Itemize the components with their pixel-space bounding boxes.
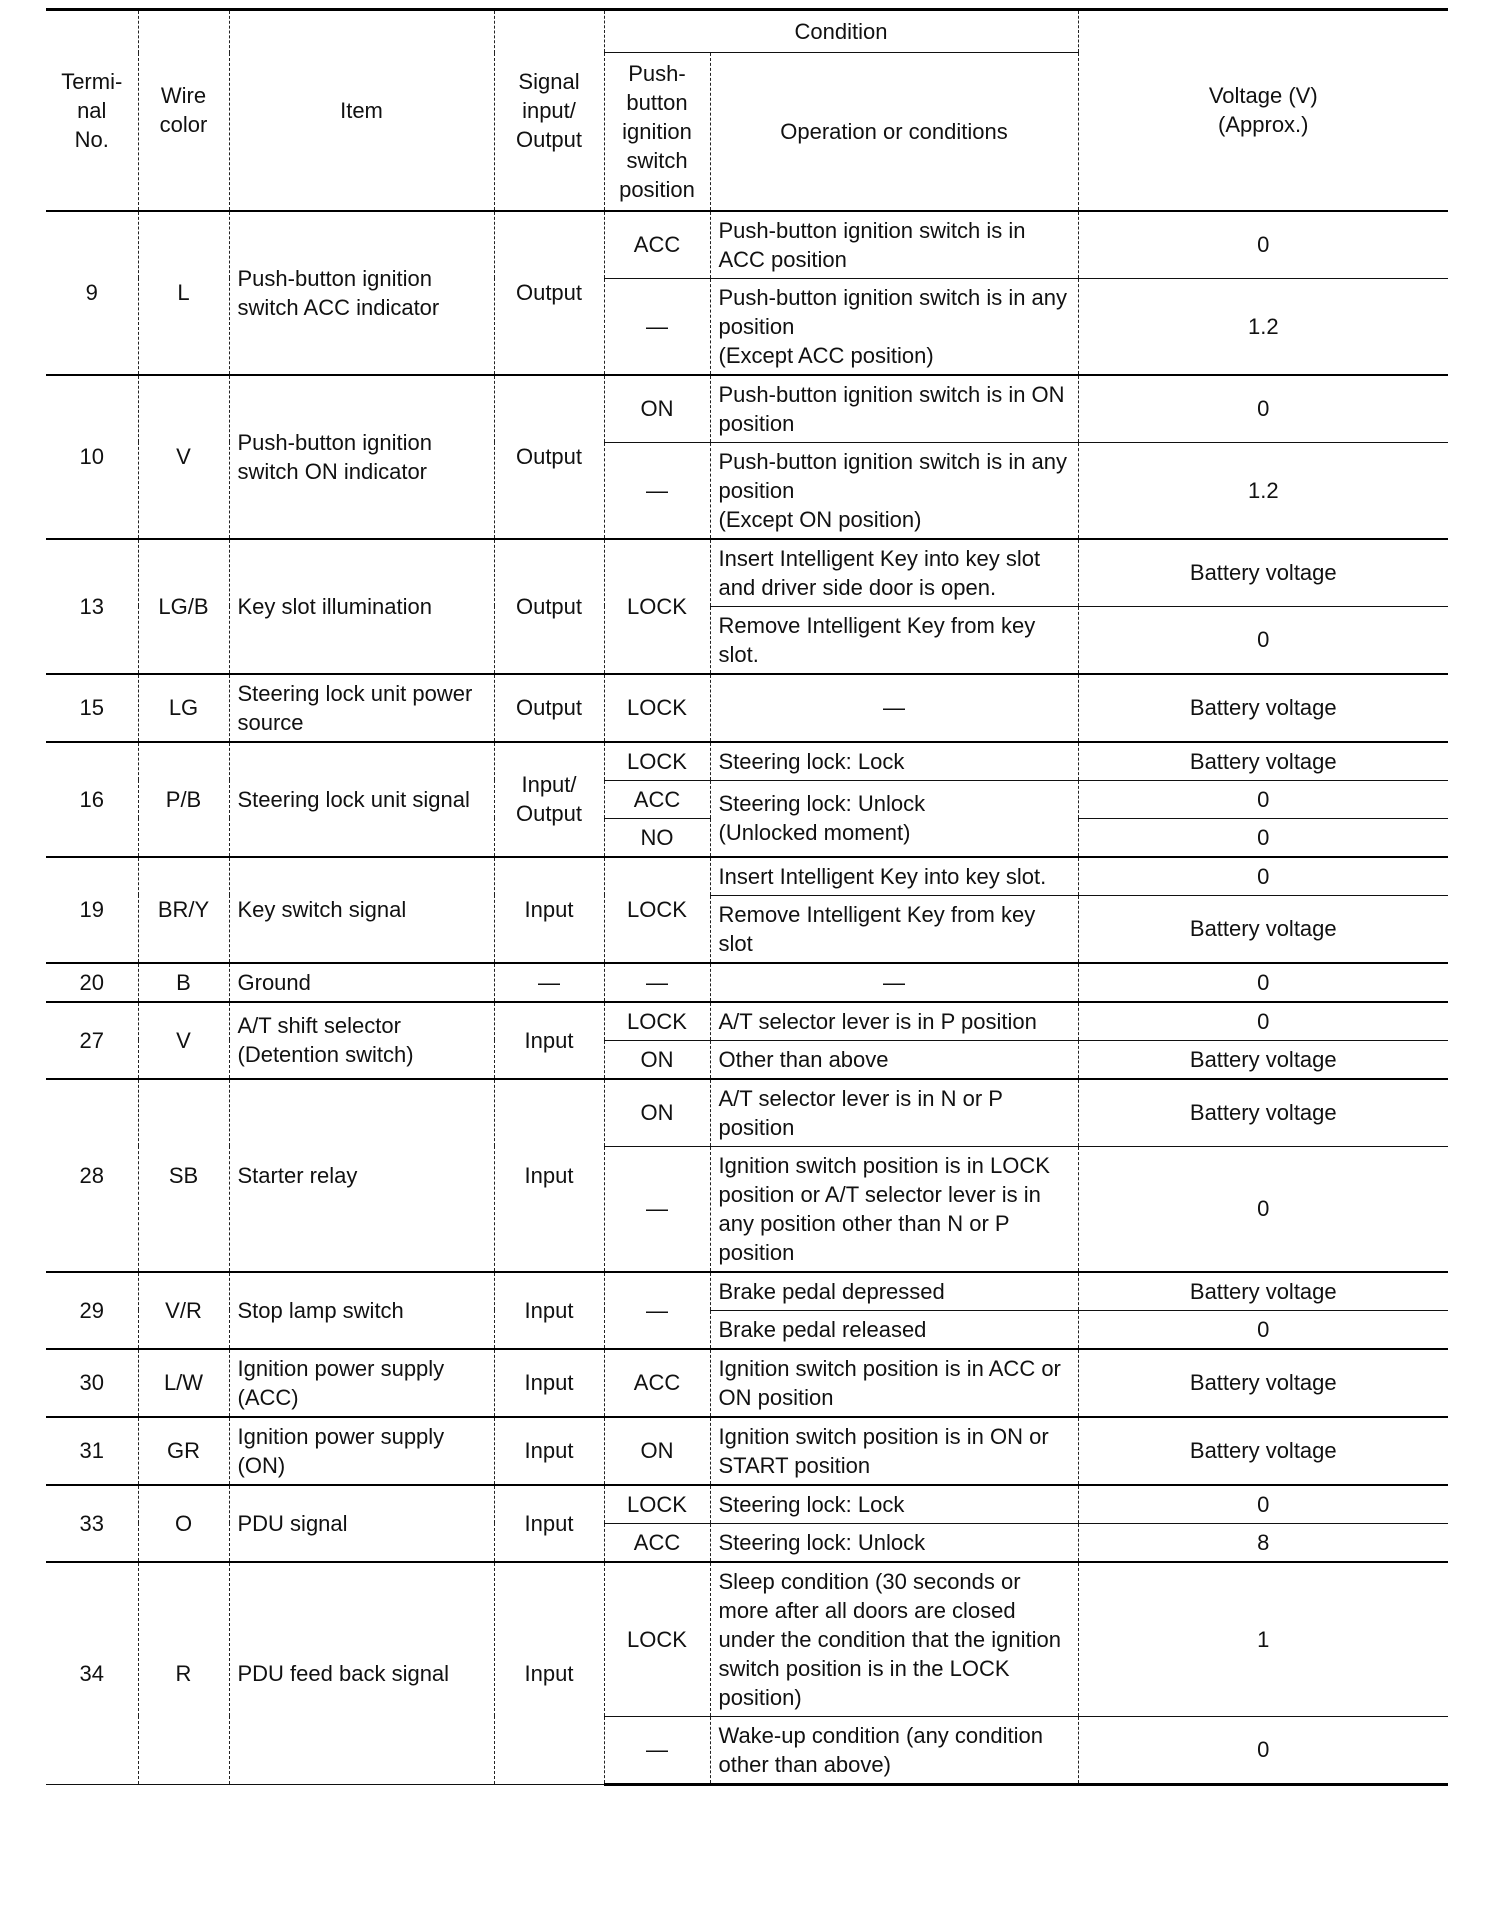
voltage-cell: Battery voltage <box>1078 674 1448 742</box>
signal-cell: Output <box>494 674 604 742</box>
switch-position-cell: ON <box>604 1417 710 1485</box>
voltage-cell: 0 <box>1078 1002 1448 1041</box>
signal-cell: Input <box>494 1485 604 1562</box>
voltage-cell: Battery voltage <box>1078 1272 1448 1311</box>
item-cell: Steering lock unit power source <box>229 674 494 742</box>
voltage-cell: 0 <box>1078 211 1448 279</box>
terminal-no-cell: 33 <box>46 1485 138 1562</box>
operation-cell: Push-button ignition switch is in ACC position <box>710 211 1078 279</box>
item-cell: Push-button ignition switch ON indicator <box>229 375 494 539</box>
signal-cell: — <box>494 963 604 1002</box>
switch-position-cell: — <box>604 278 710 375</box>
table-row <box>46 1349 1448 1417</box>
switch-position-cell: ON <box>604 375 710 443</box>
voltage-cell: 1.2 <box>1078 442 1448 539</box>
header-terminal-no: Termi- nal No. <box>46 10 138 211</box>
operation-cell: Sleep condition (30 seconds or more after all doors are closed under the condition that the ignition switch position is in the LOCK position) <box>710 1562 1078 1717</box>
terminal-no-cell: 29 <box>46 1272 138 1349</box>
switch-position-cell: ACC <box>604 1349 710 1417</box>
terminal-no-cell: 19 <box>46 857 138 963</box>
voltage-cell: 0 <box>1078 1485 1448 1524</box>
voltage-cell: 0 <box>1078 780 1448 818</box>
voltage-cell: Battery voltage <box>1078 539 1448 607</box>
operation-cell: — <box>710 963 1078 1002</box>
signal-cell: Input/ Output <box>494 742 604 857</box>
switch-position-cell: ACC <box>604 211 710 279</box>
table-row <box>46 539 1448 607</box>
header-condition: Condition <box>604 10 1078 53</box>
voltage-cell: Battery voltage <box>1078 1349 1448 1417</box>
table-row <box>46 1417 1448 1485</box>
operation-cell: Brake pedal depressed <box>710 1272 1078 1311</box>
table-body <box>46 211 1448 1785</box>
header-voltage: Voltage (V) (Approx.) <box>1078 10 1448 211</box>
voltage-cell: 0 <box>1078 963 1448 1002</box>
header-item: Item <box>229 10 494 211</box>
operation-cell: Brake pedal released <box>710 1310 1078 1349</box>
switch-position-cell: LOCK <box>604 857 710 963</box>
wire-color-cell: L <box>138 211 229 375</box>
terminal-no-cell: 13 <box>46 539 138 674</box>
terminal-no-cell: 27 <box>46 1002 138 1079</box>
switch-position-cell: LOCK <box>604 1002 710 1041</box>
item-cell: PDU feed back signal <box>229 1562 494 1785</box>
voltage-cell: 0 <box>1078 1310 1448 1349</box>
operation-cell: Remove Intelligent Key from key slot <box>710 895 1078 963</box>
wire-color-cell: B <box>138 963 229 1002</box>
terminal-no-cell: 20 <box>46 963 138 1002</box>
switch-position-cell: ACC <box>604 780 710 818</box>
table-row <box>46 1002 1448 1041</box>
terminal-no-cell: 31 <box>46 1417 138 1485</box>
table-row <box>46 375 1448 443</box>
voltage-cell: 0 <box>1078 1146 1448 1272</box>
table-row <box>46 211 1448 279</box>
wire-color-cell: SB <box>138 1079 229 1272</box>
operation-cell: Other than above <box>710 1040 1078 1079</box>
terminal-no-cell: 30 <box>46 1349 138 1417</box>
signal-cell: Input <box>494 857 604 963</box>
voltage-cell: 0 <box>1078 606 1448 674</box>
switch-position-cell: — <box>604 1146 710 1272</box>
operation-cell: Push-button ignition switch is in any position (Except ACC position) <box>710 278 1078 375</box>
operation-cell: Push-button ignition switch is in any position (Except ON position) <box>710 442 1078 539</box>
operation-cell: Insert Intelligent Key into key slot and driver side door is open. <box>710 539 1078 607</box>
table-row <box>46 1562 1448 1717</box>
switch-position-cell: LOCK <box>604 539 710 674</box>
voltage-cell: Battery voltage <box>1078 1040 1448 1079</box>
terminal-no-cell: 15 <box>46 674 138 742</box>
voltage-cell: 0 <box>1078 1716 1448 1784</box>
item-cell: Steering lock unit signal <box>229 742 494 857</box>
switch-position-cell: — <box>604 1716 710 1784</box>
switch-position-cell: ON <box>604 1079 710 1147</box>
table-row <box>46 1272 1448 1311</box>
header-switch-position: Push- button ignition switch position <box>604 53 710 211</box>
switch-position-cell: LOCK <box>604 742 710 781</box>
item-cell: Starter relay <box>229 1079 494 1272</box>
table-row <box>46 1485 1448 1524</box>
signal-cell: Output <box>494 375 604 539</box>
operation-cell: Ignition switch position is in LOCK position or A/T selector lever is in any position other than N or P position <box>710 1146 1078 1272</box>
signal-cell: Input <box>494 1562 604 1785</box>
item-cell: Stop lamp switch <box>229 1272 494 1349</box>
voltage-cell: 0 <box>1078 375 1448 443</box>
signal-cell: Output <box>494 211 604 375</box>
operation-cell: Steering lock: Lock <box>710 742 1078 781</box>
item-cell: Ignition power supply (ACC) <box>229 1349 494 1417</box>
item-cell: A/T shift selector (Detention switch) <box>229 1002 494 1079</box>
terminal-no-cell: 10 <box>46 375 138 539</box>
item-cell: PDU signal <box>229 1485 494 1562</box>
wire-color-cell: GR <box>138 1417 229 1485</box>
voltage-cell: 0 <box>1078 857 1448 896</box>
header-signal: Signal input/ Output <box>494 10 604 211</box>
voltage-cell: Battery voltage <box>1078 1417 1448 1485</box>
operation-cell: Ignition switch position is in ACC or ON position <box>710 1349 1078 1417</box>
switch-position-cell: LOCK <box>604 1562 710 1717</box>
signal-cell: Output <box>494 539 604 674</box>
operation-cell: Push-button ignition switch is in ON position <box>710 375 1078 443</box>
operation-cell: Steering lock: Lock <box>710 1485 1078 1524</box>
table-row <box>46 1079 1448 1147</box>
switch-position-cell: NO <box>604 818 710 857</box>
terminal-no-cell: 34 <box>46 1562 138 1785</box>
voltage-cell: 0 <box>1078 818 1448 857</box>
switch-position-cell: — <box>604 442 710 539</box>
switch-position-cell: LOCK <box>604 674 710 742</box>
operation-cell: Remove Intelligent Key from key slot. <box>710 606 1078 674</box>
table-row <box>46 857 1448 896</box>
voltage-cell: Battery voltage <box>1078 742 1448 781</box>
operation-cell: Wake-up condition (any condition other than above) <box>710 1716 1078 1784</box>
terminal-no-cell: 9 <box>46 211 138 375</box>
voltage-cell: Battery voltage <box>1078 895 1448 963</box>
switch-position-cell: ON <box>604 1040 710 1079</box>
table-row <box>46 963 1448 1002</box>
switch-position-cell: — <box>604 963 710 1002</box>
wire-color-cell: LG <box>138 674 229 742</box>
header-operation: Operation or conditions <box>710 53 1078 211</box>
operation-cell: Steering lock: Unlock <box>710 1523 1078 1562</box>
wire-color-cell: V <box>138 375 229 539</box>
voltage-cell: Battery voltage <box>1078 1079 1448 1147</box>
item-cell: Ground <box>229 963 494 1002</box>
wire-color-cell: O <box>138 1485 229 1562</box>
wire-color-cell: R <box>138 1562 229 1785</box>
item-cell: Key slot illumination <box>229 539 494 674</box>
header-wire-color: Wire color <box>138 10 229 211</box>
voltage-cell: 1 <box>1078 1562 1448 1717</box>
item-cell: Key switch signal <box>229 857 494 963</box>
switch-position-cell: — <box>604 1272 710 1349</box>
table-row <box>46 674 1448 742</box>
signal-cell: Input <box>494 1079 604 1272</box>
wire-color-cell: V <box>138 1002 229 1079</box>
signal-cell: Input <box>494 1417 604 1485</box>
operation-cell: Ignition switch position is in ON or START position <box>710 1417 1078 1485</box>
switch-position-cell: ACC <box>604 1523 710 1562</box>
item-cell: Ignition power supply (ON) <box>229 1417 494 1485</box>
switch-position-cell: LOCK <box>604 1485 710 1524</box>
signal-cell: Input <box>494 1002 604 1079</box>
signal-cell: Input <box>494 1272 604 1349</box>
voltage-cell: 8 <box>1078 1523 1448 1562</box>
item-cell: Push-button ignition switch ACC indicator <box>229 211 494 375</box>
signal-cell: Input <box>494 1349 604 1417</box>
wire-color-cell: LG/B <box>138 539 229 674</box>
operation-cell: Steering lock: Unlock (Unlocked moment) <box>710 780 1078 857</box>
terminal-voltage-table <box>46 8 1448 1786</box>
wire-color-cell: P/B <box>138 742 229 857</box>
wire-color-cell: L/W <box>138 1349 229 1417</box>
wire-color-cell: V/R <box>138 1272 229 1349</box>
operation-cell: A/T selector lever is in N or P position <box>710 1079 1078 1147</box>
table-row <box>46 742 1448 781</box>
operation-cell: Insert Intelligent Key into key slot. <box>710 857 1078 896</box>
operation-cell: A/T selector lever is in P position <box>710 1002 1078 1041</box>
wire-color-cell: BR/Y <box>138 857 229 963</box>
terminal-no-cell: 16 <box>46 742 138 857</box>
operation-cell: — <box>710 674 1078 742</box>
voltage-cell: 1.2 <box>1078 278 1448 375</box>
terminal-no-cell: 28 <box>46 1079 138 1272</box>
